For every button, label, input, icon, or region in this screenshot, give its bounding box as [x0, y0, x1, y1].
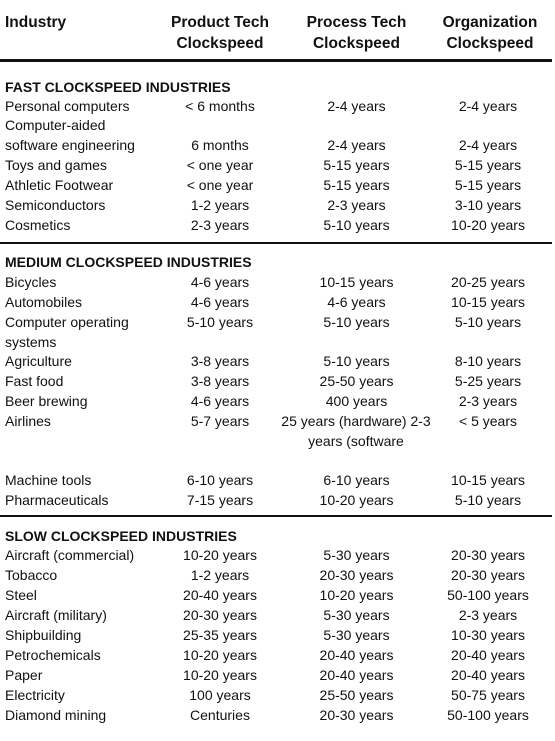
row-organization-clockspeed: 5-10 years: [454, 492, 522, 508]
row-industry: Cosmetics: [5, 217, 71, 233]
row-industry: Bicycles: [5, 274, 57, 290]
row-process-clockspeed: 5-10 years: [323, 217, 390, 233]
row-product-clockspeed: 1-2 years: [190, 567, 250, 583]
row-product-clockspeed: 20-30 years: [183, 607, 257, 623]
row-industry: Computer-aided software engineering: [5, 117, 135, 153]
row-product-clockspeed: 20-40 years: [183, 587, 257, 603]
row-process-clockspeed: 25-50 years: [319, 373, 394, 389]
row-product-clockspeed: 100 years: [189, 687, 251, 703]
row-organization-clockspeed: 20-30 years: [451, 567, 525, 583]
row-process-clockspeed: 2-4 years: [327, 98, 386, 114]
row-organization-clockspeed: 2-4 years: [458, 137, 518, 153]
row-product-clockspeed: < 6 months: [185, 98, 255, 114]
row-product-clockspeed: 1-2 years: [190, 197, 250, 213]
row-organization-clockspeed: 8-10 years: [454, 353, 522, 369]
row-product-clockspeed: < one year: [186, 157, 254, 173]
row-process-clockspeed: 2-3 years: [327, 197, 386, 213]
row-organization-clockspeed: 5-10 years: [454, 314, 522, 330]
row-organization-clockspeed: 20-30 years: [451, 547, 525, 563]
row-process-clockspeed: 4-6 years: [327, 294, 386, 310]
row-process-clockspeed: 20-40 years: [319, 667, 394, 683]
row-organization-clockspeed: 3-10 years: [454, 197, 522, 213]
row-industry: Steel: [5, 587, 37, 603]
header-industry: [5, 12, 66, 33]
row-product-clockspeed: 3-8 years: [190, 353, 250, 369]
row-industry: Tobacco: [5, 567, 58, 583]
row-process-clockspeed: 5-30 years: [323, 547, 390, 563]
row-industry: Machine tools: [5, 472, 92, 488]
header-process-tech: [283, 12, 430, 54]
row-process-clockspeed: 5-15 years: [323, 157, 390, 173]
header-product-tech: [150, 12, 290, 54]
row-process-clockspeed: 10-15 years: [319, 274, 394, 290]
row-process-clockspeed: 2-4 years: [327, 137, 386, 153]
header-process-line-1: Process Tech: [306, 14, 407, 31]
row-process-clockspeed: 400 years: [325, 393, 388, 409]
row-process-clockspeed: 5-15 years: [323, 177, 390, 193]
row-process-clockspeed: 20-30 years: [319, 707, 394, 723]
row-product-clockspeed: 5-7 years: [190, 413, 250, 429]
row-process-clockspeed: 25 years (hardware) 2-3 years (software: [281, 413, 431, 449]
row-product-clockspeed: 2-3 years: [190, 217, 250, 233]
row-industry: Aircraft (military): [5, 607, 107, 623]
row-process-clockspeed: 25-50 years: [319, 687, 394, 703]
row-organization-clockspeed: 50-100 years: [447, 707, 529, 723]
header-rule: [0, 59, 552, 62]
row-product-clockspeed: 4-6 years: [190, 294, 250, 310]
row-industry: Petrochemicals: [5, 647, 101, 663]
row-organization-clockspeed: 10-15 years: [451, 294, 525, 310]
header-product-line-1: Product Tech: [171, 14, 269, 31]
row-product-clockspeed: < one year: [186, 177, 254, 193]
row-product-clockspeed: 4-6 years: [190, 274, 250, 290]
row-process-clockspeed: 6-10 years: [323, 472, 390, 488]
row-organization-clockspeed: 5-15 years: [454, 157, 522, 173]
divider-slow: [0, 515, 552, 517]
row-organization-clockspeed: 5-15 years: [454, 177, 522, 193]
row-organization-clockspeed: 10-20 years: [451, 217, 525, 233]
row-product-clockspeed: 10-20 years: [183, 647, 257, 663]
row-product-clockspeed: 10-20 years: [183, 547, 257, 563]
row-industry: Automobiles: [5, 294, 83, 310]
row-product-clockspeed: 7-15 years: [186, 492, 254, 508]
row-product-clockspeed: 6 months: [191, 137, 249, 153]
row-process-clockspeed: 20-40 years: [319, 647, 394, 663]
row-industry: Computer operating systems: [5, 314, 129, 350]
row-process-clockspeed: 5-30 years: [323, 607, 390, 623]
header-organization-line-1: Organization: [442, 14, 538, 31]
row-industry: Shipbuilding: [5, 627, 82, 643]
row-organization-clockspeed: 5-25 years: [454, 373, 522, 389]
section-title-medium: MEDIUM CLOCKSPEED INDUSTRIES: [5, 254, 252, 270]
row-organization-clockspeed: 2-4 years: [458, 98, 518, 114]
row-organization-clockspeed: 50-75 years: [451, 687, 525, 703]
row-industry: Agriculture: [5, 353, 72, 369]
section-title-fast: FAST CLOCKSPEED INDUSTRIES: [5, 79, 231, 95]
row-organization-clockspeed: 50-100 years: [447, 587, 529, 603]
header-organization-line-2: Clockspeed: [446, 35, 534, 52]
header-industry-label: Industry: [5, 14, 67, 31]
row-organization-clockspeed: 20-40 years: [451, 647, 525, 663]
row-industry: Fast food: [5, 373, 64, 389]
row-industry: Airlines: [5, 413, 51, 429]
row-industry: Electricity: [5, 687, 65, 703]
header-product-line-2: Clockspeed: [176, 35, 264, 52]
row-process-clockspeed: 5-30 years: [323, 627, 390, 643]
row-product-clockspeed: 3-8 years: [190, 373, 250, 389]
row-industry: Toys and games: [5, 157, 107, 173]
header-process-line-2: Clockspeed: [312, 35, 400, 52]
row-product-clockspeed: Centuries: [190, 707, 250, 723]
row-organization-clockspeed: 20-40 years: [451, 667, 525, 683]
row-organization-clockspeed: 20-25 years: [451, 274, 525, 290]
row-process-clockspeed: 10-20 years: [319, 492, 394, 508]
header-organization: [428, 12, 552, 54]
row-organization-clockspeed: < 5 years: [459, 413, 517, 429]
row-process-clockspeed: 10-20 years: [319, 587, 394, 603]
row-industry: Diamond mining: [5, 707, 107, 723]
row-product-clockspeed: 6-10 years: [186, 472, 254, 488]
section-title-slow: SLOW CLOCKSPEED INDUSTRIES: [5, 528, 237, 544]
row-process-clockspeed: 5-10 years: [323, 353, 390, 369]
row-process-clockspeed: 5-10 years: [323, 314, 390, 330]
row-industry: Beer brewing: [5, 393, 88, 409]
row-industry: Semiconductors: [5, 197, 106, 213]
row-product-clockspeed: 5-10 years: [186, 314, 254, 330]
row-organization-clockspeed: 2-3 years: [458, 607, 518, 623]
row-organization-clockspeed: 2-3 years: [458, 393, 518, 409]
row-industry: Athletic Footwear: [5, 177, 114, 193]
row-process-clockspeed: 20-30 years: [319, 567, 394, 583]
row-organization-clockspeed: 10-30 years: [451, 627, 525, 643]
row-product-clockspeed: 10-20 years: [183, 667, 257, 683]
row-industry: Pharmaceuticals: [5, 492, 109, 508]
row-industry: Personal computers: [5, 98, 130, 114]
divider-medium: [0, 242, 552, 244]
row-product-clockspeed: 4-6 years: [190, 393, 250, 409]
row-industry: Paper: [5, 667, 43, 683]
row-industry: Aircraft (commercial): [5, 547, 135, 563]
row-organization-clockspeed: 10-15 years: [451, 472, 525, 488]
row-product-clockspeed: 25-35 years: [183, 627, 257, 643]
